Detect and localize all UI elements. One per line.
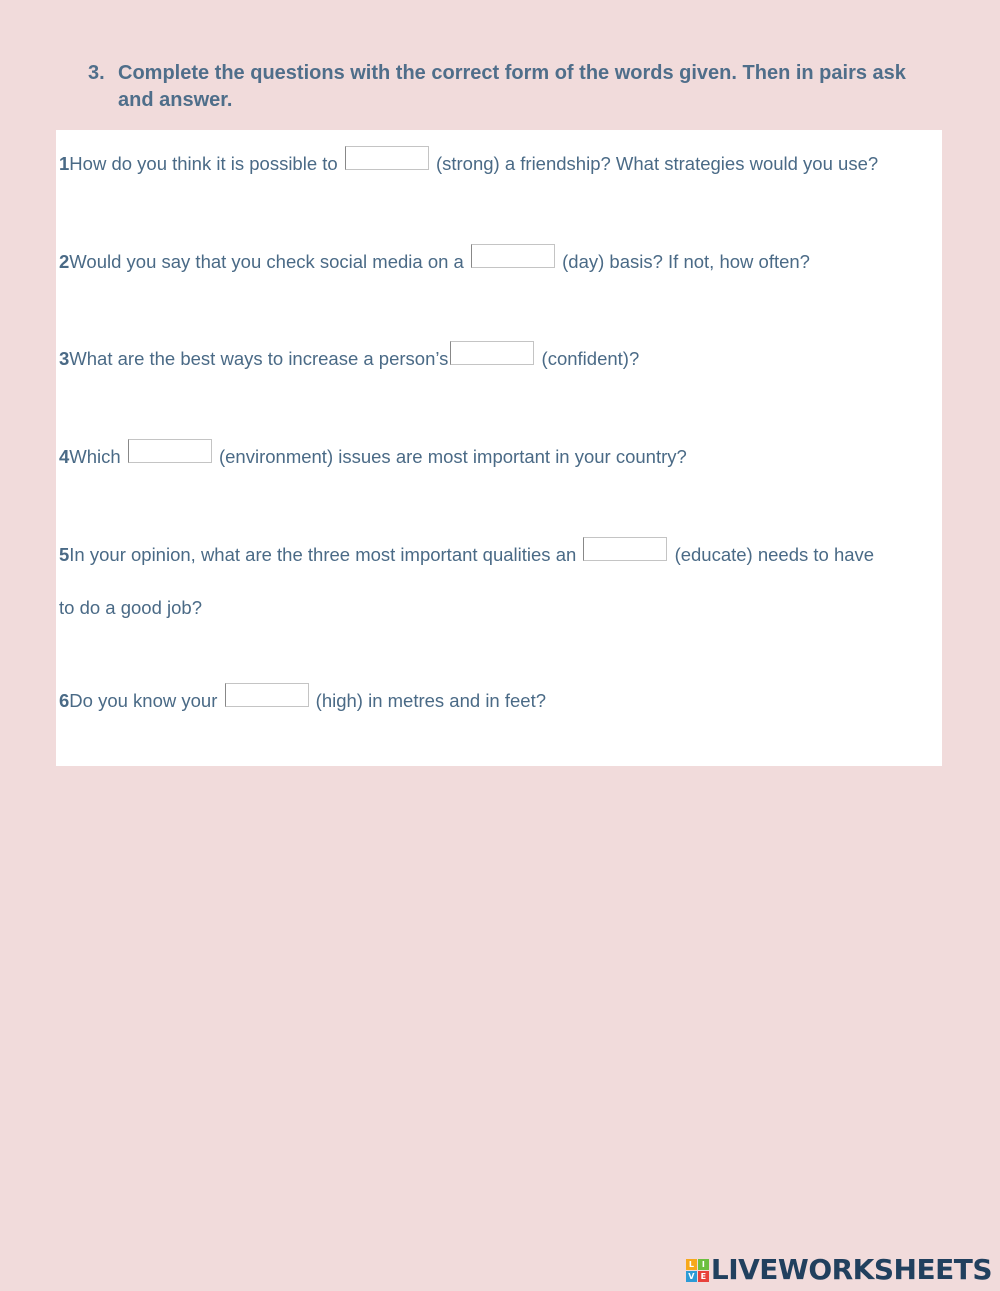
question-3	[59, 341, 639, 370]
answer-input-2[interactable]	[471, 244, 555, 268]
question-number: 5	[59, 544, 70, 565]
logo-mark-icon	[686, 1259, 709, 1282]
question-5	[59, 537, 874, 566]
question-text-after: (confident)?	[536, 348, 640, 369]
question-4	[59, 439, 687, 468]
question-text-after: (educate) needs to have	[674, 544, 875, 565]
question-2	[59, 244, 810, 273]
logo-mark-letter: L	[686, 1259, 697, 1270]
instruction-number: 3.	[88, 62, 105, 84]
question-text-before: Do you know your	[69, 690, 218, 711]
question-text-before: What are the best ways to increase a person’s	[69, 348, 449, 369]
logo-text: LIVEWORKSHEETS	[710, 1253, 992, 1286]
question-text-before: Would you say that you check social media on a	[69, 251, 464, 272]
answer-input-6[interactable]	[225, 683, 309, 707]
question-text-after: (day) basis? If not, how often?	[556, 251, 810, 272]
question-5-continuation: to do a good job?	[59, 597, 202, 618]
question-text-before: In your opinion, what are the three most important qualities an	[69, 544, 577, 565]
answer-input-4[interactable]	[128, 439, 212, 463]
answer-input-5[interactable]	[583, 537, 667, 561]
logo-mark-letter: I	[698, 1259, 709, 1270]
question-text-after: (environment) issues are most important in your country?	[213, 446, 687, 467]
liveworksheets-logo	[686, 1254, 992, 1286]
question-text-after: (strong) a friendship? What strategies would you use?	[430, 153, 879, 174]
logo-mark-letter: V	[686, 1271, 697, 1282]
question-number: 1	[59, 153, 70, 174]
answer-input-3[interactable]	[450, 341, 534, 365]
instruction	[88, 60, 908, 114]
question-number: 2	[59, 251, 70, 272]
answer-input-1[interactable]	[345, 146, 429, 170]
question-text-before: How do you think it is possible to	[69, 153, 338, 174]
question-text-before: Which	[69, 446, 121, 467]
question-text-after: (high) in metres and in feet?	[310, 690, 547, 711]
instruction-text: Complete the questions with the correct form of the words given. Then in pairs ask and answer.	[118, 62, 906, 111]
question-number: 4	[59, 446, 70, 467]
question-1	[59, 146, 878, 175]
exercise-panel	[56, 130, 942, 766]
question-6	[59, 683, 546, 712]
logo-mark-letter: E	[698, 1271, 709, 1282]
question-number: 6	[59, 690, 70, 711]
question-number: 3	[59, 348, 70, 369]
